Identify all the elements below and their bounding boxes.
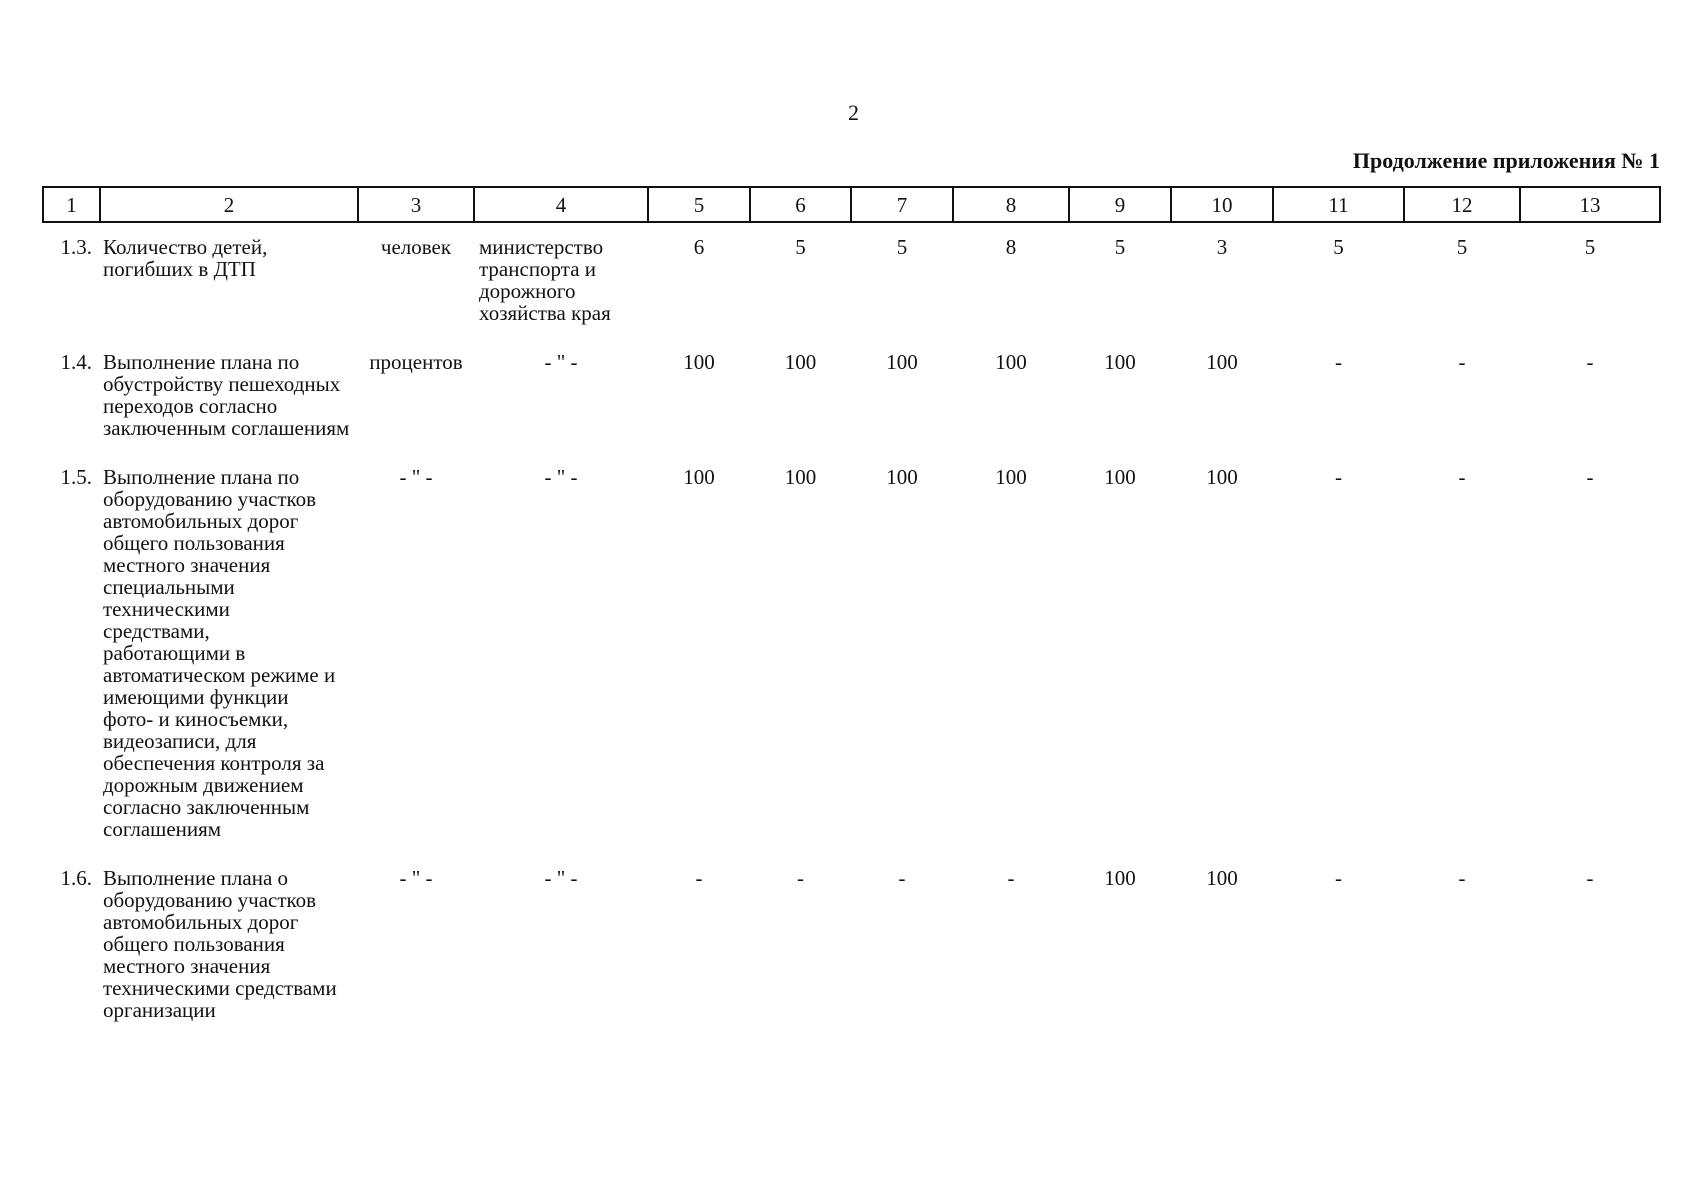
value-cell: 3 — [1216, 235, 1228, 259]
indicator-name — [100, 854, 358, 1035]
column-header: 7 — [851, 187, 953, 222]
column-header: 9 — [1069, 187, 1171, 222]
value-cell: - — [1586, 866, 1594, 890]
unit-of-measure: - " - — [399, 866, 433, 890]
value-cell: 100 — [995, 465, 1027, 489]
appendix-continuation-label: Продолжение приложения № 1 — [1352, 148, 1660, 173]
value-cell: 100 — [1206, 465, 1238, 489]
responsible-organization-text: министерство транспорта и дорожного хозяйства края — [479, 235, 611, 325]
table-row — [43, 453, 1660, 854]
value-cell: 100 — [683, 350, 715, 374]
column-header: 6 — [750, 187, 851, 222]
table-header — [43, 187, 1660, 222]
unit-of-measure: человек — [380, 235, 452, 259]
value-cell: 100 — [995, 350, 1027, 374]
row-number: 1.5. — [60, 465, 92, 489]
responsible-organization — [474, 222, 648, 338]
row-number: 1.3. — [60, 235, 92, 259]
value-cell: - — [1458, 465, 1466, 489]
value-cell: 100 — [886, 465, 918, 489]
column-header: 10 — [1171, 187, 1273, 222]
column-header: 11 — [1273, 187, 1404, 222]
indicator-name-text: Количество детей, погибших в ДТП — [103, 235, 268, 281]
value-cell: 100 — [784, 350, 817, 374]
responsible-organization: - " - — [544, 465, 578, 489]
value-cell: 5 — [795, 235, 806, 259]
value-cell: 100 — [1206, 866, 1238, 890]
row-number: 1.6. — [60, 866, 92, 890]
value-cell: - — [1007, 866, 1015, 890]
indicator-name-text: Выполнение плана по обустройству пешеходных переходов согласно заключенным соглашениям — [103, 350, 350, 440]
value-cell: - — [695, 866, 703, 890]
unit-of-measure: - " - — [399, 465, 433, 489]
unit-of-measure: процентов — [369, 350, 463, 374]
value-cell: 100 — [1104, 866, 1136, 890]
responsible-organization: - " - — [544, 866, 578, 890]
value-cell: 6 — [693, 235, 705, 259]
header-row — [43, 187, 1660, 222]
responsible-organization: - " - — [544, 350, 578, 374]
column-header: 13 — [1520, 187, 1660, 222]
column-header: 5 — [648, 187, 750, 222]
indicator-name — [100, 338, 358, 453]
column-header: 8 — [953, 187, 1069, 222]
indicator-name — [100, 453, 358, 854]
value-cell: - — [1335, 866, 1342, 890]
value-cell: 100 — [683, 465, 715, 489]
value-cell: 5 — [1584, 235, 1596, 259]
value-cell: 8 — [1005, 235, 1017, 259]
column-header: 2 — [100, 187, 358, 222]
value-cell: 100 — [886, 350, 918, 374]
value-cell: - — [1586, 465, 1594, 489]
table-body — [43, 222, 1660, 1035]
value-cell: - — [1335, 465, 1342, 489]
value-cell: - — [1335, 350, 1342, 374]
value-cell: 100 — [1206, 350, 1238, 374]
value-cell: 100 — [1104, 465, 1136, 489]
value-cell: - — [898, 866, 906, 890]
indicator-name-text: Выполнение плана о оборудованию участков автомобильных дорог общего пользования местного значения техническими средствами организации — [103, 866, 337, 1022]
value-cell: 100 — [784, 465, 817, 489]
table-row — [43, 222, 1660, 338]
row-number: 1.4. — [60, 350, 92, 374]
value-cell: - — [797, 866, 804, 890]
page-number: 2 — [848, 100, 859, 125]
column-header: 12 — [1404, 187, 1520, 222]
value-cell: 5 — [1333, 235, 1344, 259]
indicator-name — [100, 222, 358, 338]
value-cell: - — [1458, 350, 1466, 374]
column-header: 1 — [43, 187, 100, 222]
value-cell: 5 — [1456, 235, 1468, 259]
value-cell: - — [1458, 866, 1466, 890]
column-header: 3 — [358, 187, 474, 222]
value-cell: - — [1586, 350, 1594, 374]
table-row — [43, 854, 1660, 1035]
value-cell: 5 — [896, 235, 908, 259]
column-header: 4 — [474, 187, 648, 222]
value-cell: 100 — [1104, 350, 1136, 374]
value-cell: 5 — [1114, 235, 1126, 259]
indicators-table — [42, 186, 1661, 1035]
indicator-name-text: Выполнение плана по оборудованию участков автомобильных дорог общего пользования местного значения специальными техническими средствами, работающими в автоматическом режиме и имеющими функции фото- и киносъемки, видеозаписи, для обеспечения контроля за дорожным движением согласно заключенным соглашениям — [103, 465, 336, 841]
table-row — [43, 338, 1660, 453]
